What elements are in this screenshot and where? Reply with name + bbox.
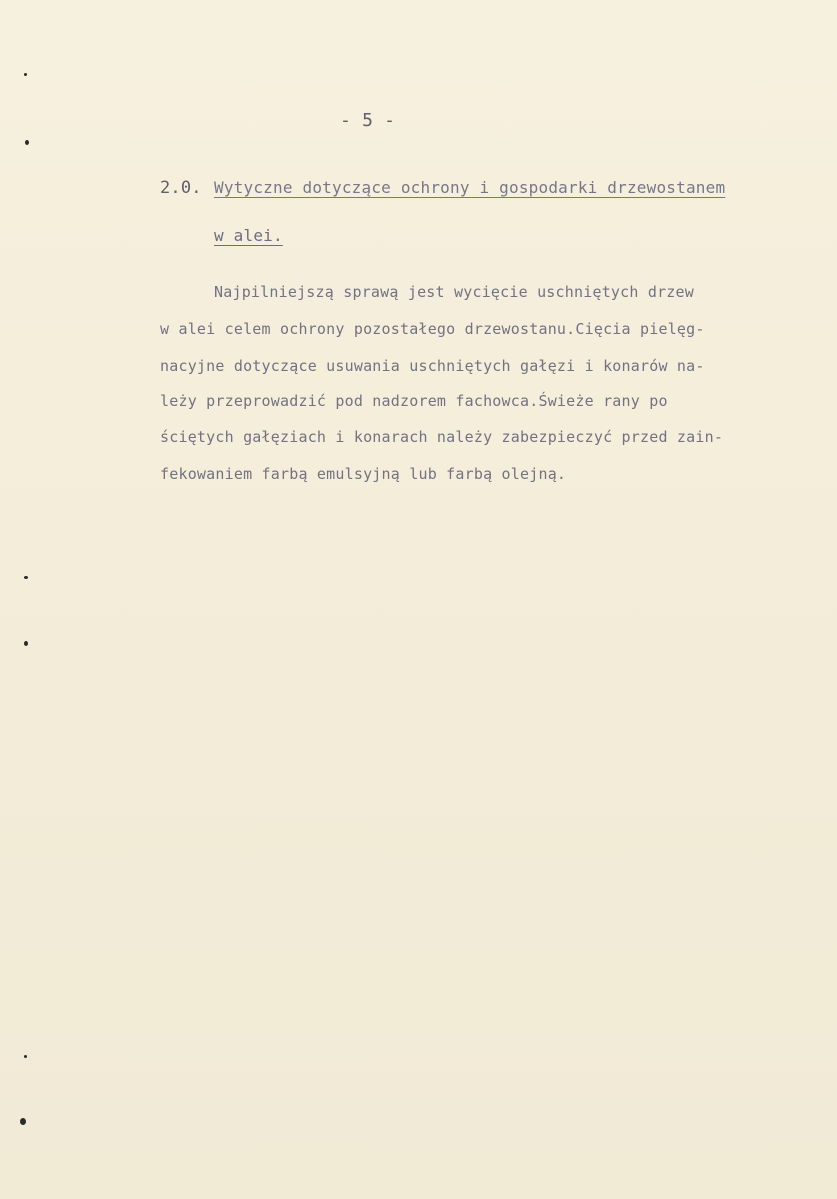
paragraph-line: Najpilniejszą sprawą jest wycięcie uschniętych drzew	[214, 283, 694, 301]
section-title-line-2: w alei.	[214, 226, 283, 245]
margin-speck	[20, 1118, 26, 1125]
paragraph-line: nacyjne dotyczące usuwania uschniętych gałęzi i konarów na-	[160, 357, 705, 375]
paragraph-line: fekowaniem farbą emulsyjną lub farbą olejną.	[160, 465, 567, 483]
section-title-line-1: Wytyczne dotyczące ochrony i gospodarki drzewostanem	[214, 178, 726, 197]
page-number: - 5 -	[340, 110, 396, 131]
paragraph-line: w alei celem ochrony pozostałego drzewostanu.Cięcia pielęg-	[160, 320, 705, 338]
margin-speck	[24, 576, 28, 579]
margin-speck	[25, 140, 29, 145]
paragraph-line: ściętych gałęziach i konarach należy zabezpieczyć przed zain-	[160, 428, 724, 446]
section-number: 2.0.	[160, 178, 202, 198]
margin-speck	[24, 641, 28, 646]
margin-speck	[24, 1055, 27, 1058]
paragraph-line: leży przeprowadzić pod nadzorem fachowca.Świeże rany po	[160, 392, 668, 410]
margin-speck	[24, 73, 27, 76]
